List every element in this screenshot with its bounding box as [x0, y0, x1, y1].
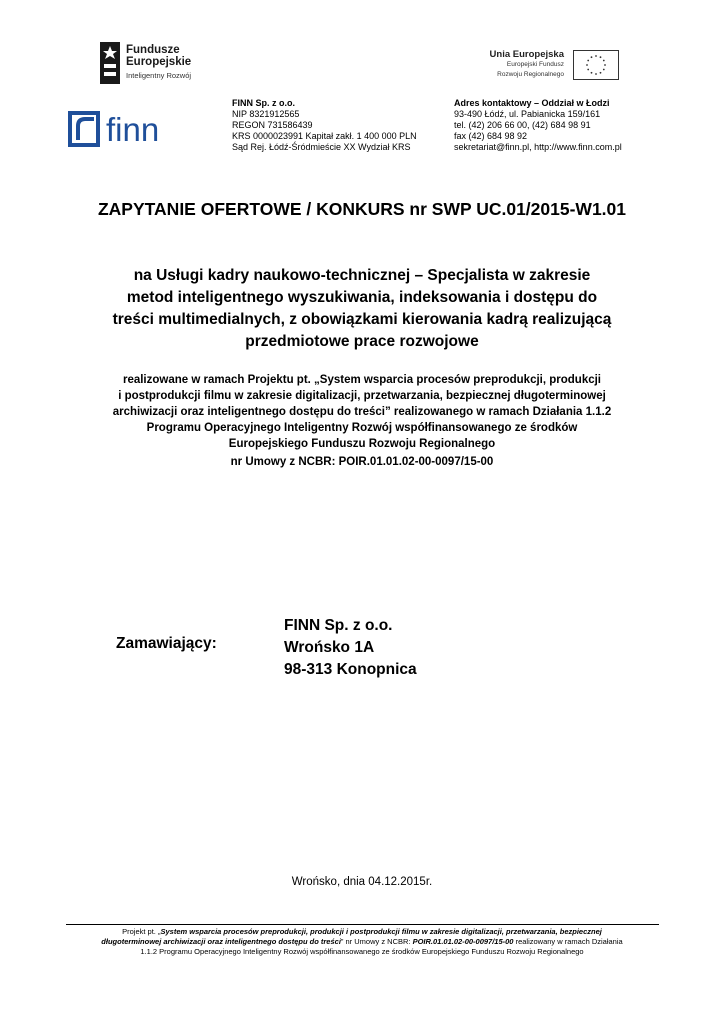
ue-logo-line2: Europejski Fundusz: [506, 61, 564, 68]
orderer-label: Zamawiający:: [116, 635, 217, 652]
footer-line-1: [50, 927, 674, 937]
company-nip: NIP 8321912565: [232, 109, 300, 119]
document-title: ZAPYTANIE OFERTOWE / KONKURS nr SWP UC.01/2015-W1.01: [97, 199, 627, 219]
project-line: Programu Operacyjnego Inteligentny Rozwój współfinansowanego ze środków: [146, 422, 578, 434]
footer-text: Projekt pt. „: [122, 927, 161, 936]
contact-email: sekretariat@finn.pl, http://www.finn.com.pl: [454, 142, 622, 152]
footer-project-title-cont: długoterminowej archiwizacji oraz inteligentnego dostępu do treści: [101, 937, 341, 946]
company-court: Sąd Rej. Łódź-Śródmieście XX Wydział KRS: [232, 142, 411, 152]
fundusze-europejskie-text: [126, 44, 191, 82]
project-line: archiwizacji oraz inteligentnego dostępu do treści” realizowanego w ramach Działania 1.1.2: [112, 406, 612, 418]
eu-funds-mark-icon: [100, 42, 120, 84]
ue-logo-line3: Rozwoju Regionalnego: [497, 71, 564, 78]
company-krs: KRS 0000023991 Kapitał zakł. 1 400 000 PLN: [232, 131, 417, 141]
document-date: Wrońsko, dnia 04.12.2015r.: [291, 876, 433, 888]
project-line: Europejskiego Funduszu Rozwoju Regionalnego: [228, 438, 496, 450]
contract-number: nr Umowy z NCBR: POIR.01.01.02-00-0097/15-00: [230, 456, 494, 468]
fe-logo-line1: Fundusze: [126, 44, 180, 56]
contact-title: Adres kontaktowy – Oddział w Łodzi: [454, 98, 610, 108]
subject-line: metod inteligentnego wyszukiwania, indeksowania i dostępu do: [126, 289, 598, 306]
unia-europejska-text: [490, 50, 564, 80]
subject-line: przedmiotowe prace rozwojowe: [245, 333, 479, 350]
page-footer: [50, 927, 674, 957]
project-description: [40, 372, 684, 470]
contact-info: [454, 98, 622, 153]
footer-project-title: System wsparcia procesów preprodukcji, produkcji i postprodukcji filmu w zakresie digitalizacji, przetwarzania, bezpiecznej: [160, 927, 602, 936]
footer-line-2: [50, 937, 674, 947]
footer-text: realizowany w ramach Działania: [513, 937, 623, 946]
project-line: i postprodukcji filmu w zakresie digitalizacji, przetwarzania, bezpiecznej długoterminowej: [118, 390, 606, 402]
finn-mark-icon: [70, 113, 98, 145]
orderer-street: Wrońsko 1A: [284, 639, 375, 656]
project-line: realizowane w ramach Projektu pt. „System wsparcia procesów preprodukcji, produkcji: [122, 374, 602, 386]
fe-logo-line3: Inteligentny Rozwój: [126, 71, 192, 80]
subject-block: [40, 265, 684, 353]
contact-address: 93-490 Łódź, ul. Pabianicka 159/161: [454, 109, 601, 119]
ue-logo-line1: Unia Europejska: [489, 49, 564, 60]
subject-line: na Usługi kadry naukowo-technicznej – Specjalista w zakresie: [133, 267, 591, 284]
eu-flag-icon: [573, 50, 619, 80]
footer-contract-number: POIR.01.01.02-00-0097/15-00: [412, 937, 514, 946]
finn-logo: [68, 110, 178, 148]
finn-wordmark: finn: [106, 111, 160, 148]
orderer-details: [284, 615, 417, 681]
orderer-city: 98-313 Konopnica: [284, 661, 417, 678]
orderer-name: FINN Sp. z o.o.: [284, 617, 393, 634]
subject-line: treści multimedialnych, z obowiązkami kierowania kadrą realizującą: [112, 311, 612, 328]
footer-line-3: 1.1.2 Programu Operacyjnego Inteligentny Rozwój współfinansowanego ze środków Europejskiego Funduszu Rozwoju Regionalnego: [140, 947, 584, 956]
company-regon: REGON 731586439: [232, 120, 313, 130]
footer-divider: [66, 924, 659, 925]
contact-phone: tel. (42) 206 66 00, (42) 684 98 91: [454, 120, 591, 130]
fe-logo-line2: Europejskie: [126, 56, 192, 68]
contact-fax: fax (42) 684 98 92: [454, 131, 528, 141]
company-name: FINN Sp. z o.o.: [232, 98, 295, 108]
footer-text: ” nr Umowy z NCBR:: [340, 937, 413, 946]
company-info: [232, 98, 417, 153]
